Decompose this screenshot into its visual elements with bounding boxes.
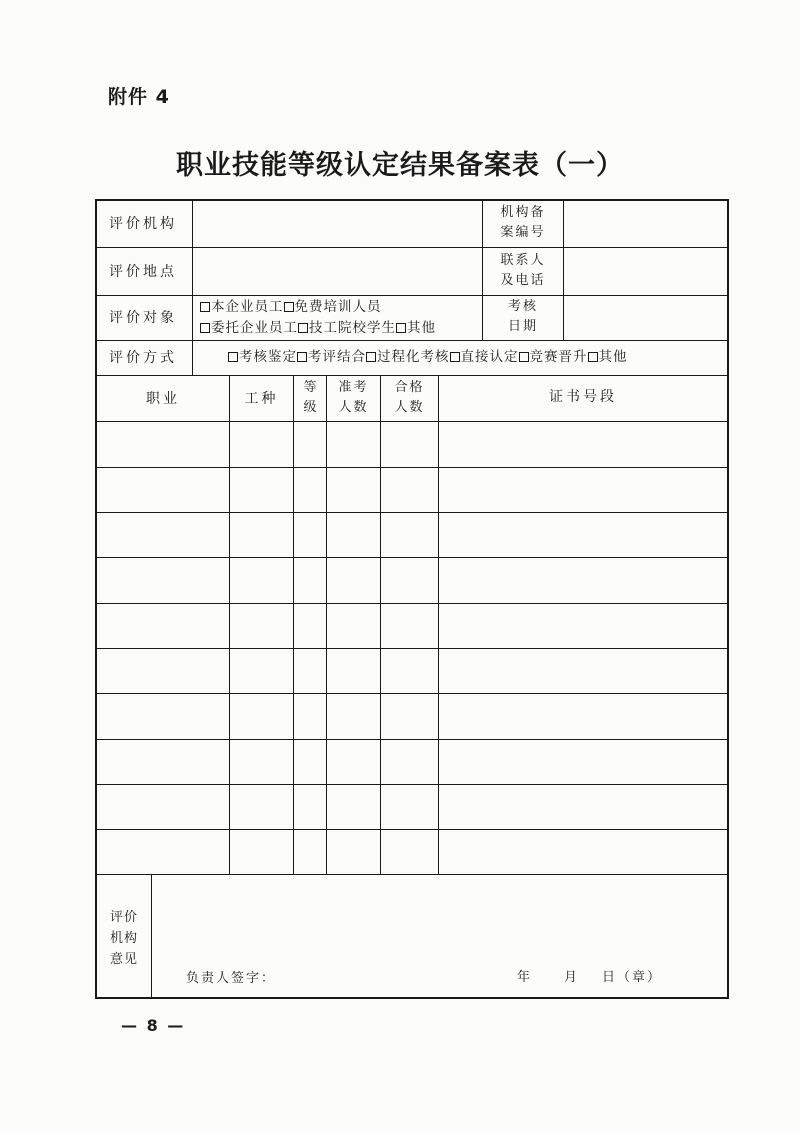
checkbox-own-employee[interactable]	[200, 302, 210, 312]
col-header-exam-count-2: 人数	[338, 400, 369, 415]
checkbox-process-assessment[interactable]	[366, 352, 376, 362]
checkbox-technical-student[interactable]	[298, 323, 308, 333]
checkbox-method-other[interactable]	[588, 352, 598, 362]
target-options-row-2	[200, 318, 436, 338]
col-header-occupation: 职业	[146, 391, 180, 407]
row-divider	[97, 784, 727, 785]
row-divider	[97, 739, 727, 740]
opinion-label-2: 机构	[109, 931, 138, 946]
col-header-work-type: 工种	[244, 391, 279, 407]
org-filing-no-label-1: 机构备	[500, 205, 546, 220]
option-process-assessment: 过程化考核	[377, 349, 450, 365]
col-divider	[293, 375, 294, 874]
date-month-label: 月	[564, 970, 580, 985]
location-field[interactable]	[193, 248, 482, 295]
col-header-cert-range: 证书号段	[549, 389, 617, 405]
col-header-pass-count-1: 合格	[394, 380, 425, 395]
checkbox-entrusted-employee[interactable]	[200, 323, 210, 333]
row-divider	[97, 375, 727, 376]
row-divider	[97, 693, 727, 694]
checkbox-assessment[interactable]	[228, 352, 238, 362]
checkbox-direct-recognition[interactable]	[450, 352, 460, 362]
col-header-pass-count-2: 人数	[394, 400, 425, 415]
opinion-label-1: 评价	[109, 910, 138, 925]
contact-label-2: 及电话	[500, 273, 546, 288]
option-technical-student: 技工院校学生	[309, 320, 396, 336]
signature-label: 负责人签字：	[186, 971, 277, 986]
opinion-label-3: 意见	[109, 952, 138, 967]
checkbox-free-trainee[interactable]	[284, 302, 294, 312]
option-target-other: 其他	[407, 320, 436, 336]
col-divider	[438, 375, 439, 874]
location-label: 评价地点	[109, 264, 177, 280]
checkbox-combined-evaluation[interactable]	[297, 352, 307, 362]
org-field[interactable]	[193, 201, 482, 247]
col-divider	[326, 375, 327, 874]
contact-label-1: 联系人	[500, 253, 546, 268]
page-number: — 8 —	[121, 1016, 186, 1035]
exam-date-label-1: 考核	[507, 299, 538, 314]
opinion-field[interactable]	[152, 875, 727, 960]
method-options	[228, 347, 628, 367]
option-direct-recognition: 直接认定	[460, 349, 519, 365]
option-combined-evaluation: 考评结合	[308, 349, 366, 365]
target-options-row-1	[200, 297, 382, 317]
col-header-level-2: 级	[303, 400, 317, 415]
target-label: 评价对象	[109, 310, 177, 326]
option-assessment: 考核鉴定	[239, 349, 297, 365]
row-divider	[97, 603, 727, 604]
row-divider	[97, 557, 727, 558]
checkbox-competition-promotion[interactable]	[519, 352, 529, 362]
option-entrusted-employee: 委托企业员工	[211, 320, 298, 336]
col-divider	[229, 375, 230, 874]
date-day-seal-label: 日（章）	[602, 970, 663, 985]
row-divider	[97, 467, 727, 468]
row-divider	[97, 829, 727, 830]
col-header-level-1: 等	[303, 380, 317, 395]
option-own-employee: 本企业员工	[211, 299, 284, 315]
form-title: 职业技能等级认定结果备案表（一）	[176, 150, 624, 181]
method-label: 评价方式	[109, 350, 177, 366]
option-method-other: 其他	[598, 349, 628, 365]
org-filing-no-field[interactable]	[564, 201, 727, 247]
row-divider	[97, 648, 727, 649]
exam-date-field[interactable]	[564, 296, 727, 340]
contact-field[interactable]	[564, 248, 727, 295]
checkbox-target-other[interactable]	[396, 323, 406, 333]
attachment-label: 附件 4	[108, 86, 170, 108]
org-filing-no-label-2: 案编号	[500, 225, 546, 240]
row-divider	[97, 421, 727, 422]
exam-date-label-2: 日期	[507, 319, 538, 334]
col-header-exam-count-1: 准考	[338, 380, 369, 395]
row-divider	[97, 512, 727, 513]
filing-form-table	[95, 199, 729, 999]
option-competition-promotion: 竞赛晋升	[529, 349, 588, 365]
option-free-trainee: 免费培训人员	[294, 299, 382, 315]
date-year-label: 年	[517, 970, 533, 985]
col-divider	[380, 375, 381, 874]
org-label: 评价机构	[109, 216, 177, 232]
